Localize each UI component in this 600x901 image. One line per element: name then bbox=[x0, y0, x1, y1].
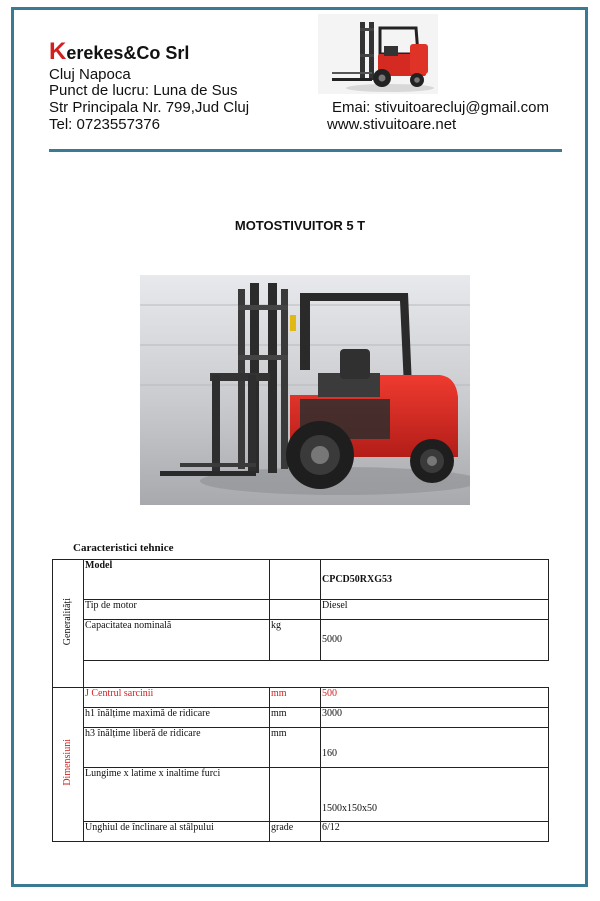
company-name: Kerekes&Co Srl bbox=[49, 38, 190, 65]
table-row bbox=[53, 768, 549, 822]
table-row bbox=[53, 708, 549, 728]
spec-value: 5000 bbox=[321, 620, 549, 661]
forklift-photo bbox=[140, 275, 470, 505]
spec-unit: grade bbox=[270, 822, 321, 842]
spec-value: 6/12 bbox=[321, 822, 549, 842]
spec-unit bbox=[270, 560, 321, 600]
spec-unit bbox=[270, 600, 321, 620]
forklift-logo-image bbox=[318, 14, 438, 94]
header-divider bbox=[49, 149, 562, 152]
spec-label: Model bbox=[84, 560, 270, 600]
spec-value: 1500x150x50 bbox=[321, 768, 549, 822]
document-title: MOTOSTIVUITOR 5 T bbox=[234, 218, 366, 233]
table-row bbox=[53, 600, 549, 620]
spec-label: h1 înălțime maximă de ridicare bbox=[84, 708, 270, 728]
table-gap-row bbox=[53, 661, 549, 688]
spec-label: Tip de motor bbox=[84, 600, 270, 620]
table-row bbox=[53, 822, 549, 842]
spec-value: CPCD50RXG53 bbox=[321, 560, 549, 600]
spec-label: Capacitatea nominală bbox=[84, 620, 270, 661]
spec-value: 160 bbox=[321, 728, 549, 768]
table-row bbox=[53, 620, 549, 661]
group-general-label: Generalități bbox=[62, 597, 73, 646]
work-point: Punct de lucru: Luna de Sus bbox=[49, 82, 238, 99]
spec-label: J Centrul sarcinii bbox=[84, 688, 270, 708]
spec-value: 500 bbox=[321, 688, 549, 708]
spec-value: Diesel bbox=[321, 600, 549, 620]
table-row bbox=[53, 728, 549, 768]
group-dimensions-cell bbox=[53, 688, 84, 842]
phone: Tel: 0723557376 bbox=[49, 116, 160, 133]
spec-label: Unghiul de înclinare al stâlpului bbox=[84, 822, 270, 842]
group-dimensions-label: Dimensiuni bbox=[62, 739, 73, 786]
spec-value: 3000 bbox=[321, 708, 549, 728]
spec-label: Lungime x latime x inaltime furci bbox=[84, 768, 270, 822]
specifications-table bbox=[52, 559, 549, 842]
spec-unit: kg bbox=[270, 620, 321, 661]
spec-unit: mm bbox=[270, 728, 321, 768]
spec-unit: mm bbox=[270, 688, 321, 708]
address: Str Principala Nr. 799,Jud Cluj bbox=[49, 99, 250, 116]
email: Emai: stivuitoarecluj@gmail.com bbox=[332, 99, 549, 116]
table-row bbox=[53, 560, 549, 600]
spec-unit bbox=[270, 768, 321, 822]
table-row bbox=[53, 688, 549, 708]
spec-unit: mm bbox=[270, 708, 321, 728]
spec-label: h3 înălțime liberă de ridicare bbox=[84, 728, 270, 768]
website: www.stivuitoare.net bbox=[327, 116, 457, 133]
section-title: Caracteristici tehnice bbox=[73, 542, 174, 554]
city: Cluj Napoca bbox=[49, 66, 131, 83]
group-general-cell bbox=[53, 560, 84, 688]
